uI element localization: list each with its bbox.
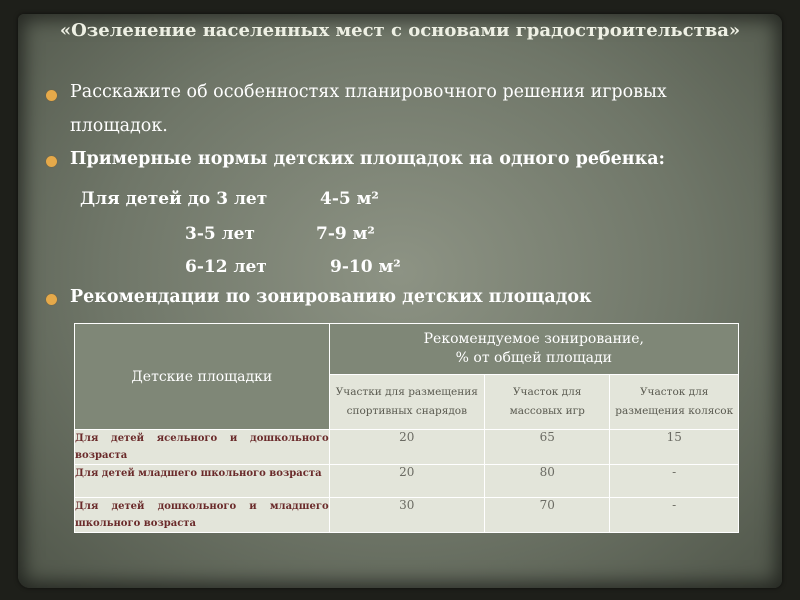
bullet-dot-icon: [46, 156, 57, 167]
norm-1-value: 4-5 м²: [320, 189, 379, 209]
table-subheader-games: Участок для массовых игр: [484, 375, 609, 430]
table-row: [75, 498, 739, 533]
table-header-zoning-line-1: Рекомендуемое зонирование,: [423, 331, 644, 347]
norm-3-value: 9-10 м²: [330, 257, 401, 277]
table-cell: 65: [484, 430, 609, 465]
bullet-3-text: Рекомендации по зонированию детских площадок: [70, 287, 592, 307]
table-subheader-strollers: Участок для размещения колясок: [610, 375, 739, 430]
norm-2-label: 3-5 лет: [185, 224, 255, 244]
table-cell: -: [610, 498, 739, 533]
table-cell: 20: [329, 465, 484, 498]
table-cell: 15: [610, 430, 739, 465]
bullet-1-line-1: Расскажите об особенностях планировочного решения игровых: [70, 82, 667, 102]
table-cell: 70: [484, 498, 609, 533]
zoning-table: [74, 323, 739, 533]
table-row: [75, 430, 739, 465]
table-header-zoning: [329, 324, 738, 375]
bullet-2-text: Примерные нормы детских площадок на одного ребенка:: [70, 149, 666, 169]
norm-2-value: 7-9 м²: [316, 224, 375, 244]
table-subheader-sports: Участки для размещения спортивных снарядов: [329, 375, 484, 430]
table-cell: 80: [484, 465, 609, 498]
table-row: [75, 465, 739, 498]
table-row-label: Для детей дошкольного и младшего школьного возраста: [75, 498, 330, 533]
table-row-label: Для детей младшего школьного возраста: [75, 465, 330, 498]
table-cell: -: [610, 465, 739, 498]
bullet-1-line-2: площадок.: [70, 116, 168, 136]
norm-3-label: 6-12 лет: [185, 257, 267, 277]
bullet-dot-icon: [46, 90, 57, 101]
table-cell: 30: [329, 498, 484, 533]
table-header-zoning-line-2: % от общей площади: [455, 350, 612, 366]
table-cell: 20: [329, 430, 484, 465]
table-header-playgrounds: Детские площадки: [75, 324, 330, 430]
slide-title: «Озеленение населенных мест с основами градостроительства»: [59, 20, 741, 41]
bullet-dot-icon: [46, 294, 57, 305]
norm-1-label: Для детей до 3 лет: [80, 189, 268, 209]
table-row-label: Для детей ясельного и дошкольного возраста: [75, 430, 330, 465]
